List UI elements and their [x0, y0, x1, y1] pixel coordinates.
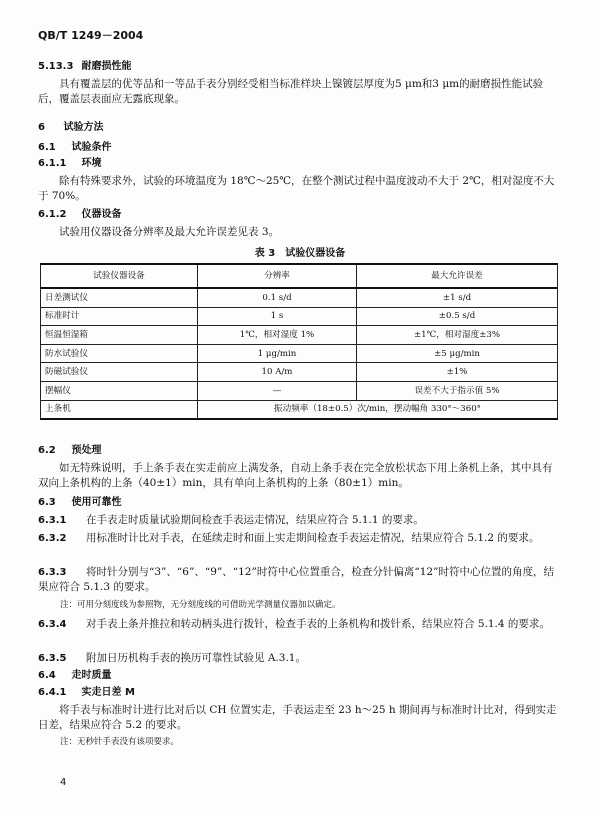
paragraph-6-2: 如无特殊说明，手上条手表在实走前应上满发条，自动上条手表在完全放松状态下用上条机上条，其中具有双向上条机构的上条（40±1）min，具有单向上条机构的上条（80±1）min。 [38, 462, 553, 489]
table-row [41, 344, 558, 363]
section-heading-6-1-2 [38, 208, 121, 222]
section-heading-6-4-1 [38, 686, 135, 700]
paragraph-6-3-2 [38, 531, 558, 546]
table-cell: ±1% [357, 363, 558, 382]
section-title: 预处理 [71, 445, 102, 456]
clause-number: 6.3.1 [38, 515, 67, 526]
section-number: 5.13.3 [38, 61, 74, 72]
paragraph-6-3-1 [38, 513, 558, 528]
table-row [41, 326, 558, 345]
table-cell: ±0.5 s/d [357, 307, 558, 326]
table-row [41, 363, 558, 382]
paragraph-6-4-1: 将手表与标准时计进行比对后以 CH 位置实走，手表运走至 23 h～25 h 期间再与标准时计比对，得到实走日差，结果应符合 5.2 的要求。 [38, 704, 557, 731]
section-heading-6 [38, 121, 103, 135]
section-number: 6.4 [38, 670, 56, 681]
section-heading-6-1 [38, 141, 111, 155]
column-header-max-error: 最大允许误差 [357, 264, 558, 288]
table-row [41, 307, 558, 326]
clause-text: 用标准时计比对手表，在延续走时和面上实走期间检查手表运走情况，结果应符合 5.1.2 的要求。 [86, 532, 540, 544]
instrument-table [40, 263, 558, 420]
table-cell: 标准时计 [41, 307, 198, 326]
section-heading-6-2 [38, 444, 101, 458]
note-6-3-3: 注：可用分刻度线为参照物，无分刻度线的可借助光学测量仪器加以确定。 [60, 600, 341, 610]
section-title: 仪器设备 [81, 209, 122, 220]
column-header-instrument: 试验仪器设备 [41, 264, 198, 288]
paragraph-6-1-1: 除有特殊要求外，试验的环境温度为 18℃～25℃，在整个测试过程中温度波动不大于 2℃，相对湿度不大于 70%。 [38, 175, 555, 202]
table-cell: 防磁试验仪 [41, 363, 198, 382]
paragraph-6-3-4 [38, 617, 558, 632]
section-title: 耐磨损性能 [81, 61, 132, 72]
table-row [41, 400, 558, 419]
section-heading-6-3 [38, 496, 121, 510]
page-number: 4 [60, 777, 67, 788]
table-cell: 1℃，相对湿度 1% [198, 326, 357, 345]
section-number: 6.2 [38, 445, 56, 456]
section-title: 使用可靠性 [71, 497, 122, 508]
table-row [41, 381, 558, 400]
table-cell: 1 μg/min [198, 344, 357, 363]
clause-number: 6.3.2 [38, 533, 67, 544]
section-title: 试验方法 [63, 122, 104, 133]
table-cell: 1 s [198, 307, 357, 326]
paragraph-6-3-5 [38, 651, 558, 666]
section-number: 6.1.2 [38, 209, 67, 220]
section-number: 6.1.1 [38, 158, 67, 169]
standard-number: QB/T 1249－2004 [38, 29, 144, 42]
table-cell: ±1 s/d [357, 288, 558, 307]
section-title: 走时质量 [71, 670, 112, 681]
section-number: 6.3 [38, 497, 56, 508]
table-cell: ±5 μg/min [357, 344, 558, 363]
table-cell: 日差测试仪 [41, 288, 198, 307]
clause-text: 附加日历机构手表的换历可靠性试验见 A.3.1。 [86, 652, 306, 664]
table-row [41, 288, 558, 307]
paragraph-6-1-2: 试验用仪器设备分辨率及最大允许误差见表 3。 [59, 226, 280, 238]
clause-number: 6.3.5 [38, 653, 67, 664]
clause-text: 对手表上条并推拉和转动柄头进行拨针，检查手表的上条机构和拨针系，结果应符合 5.1.4 的要求。 [86, 618, 550, 630]
section-heading-5-13-3 [38, 60, 131, 74]
table-cell: ±1℃，相对湿度±3% [357, 326, 558, 345]
section-number: 6 [38, 122, 45, 133]
table-cell: 上条机 [41, 400, 198, 419]
section-title: 实走日差 M [81, 687, 135, 698]
table-cell: 防水试验仪 [41, 344, 198, 363]
table-cell: 摆幅仪 [41, 381, 198, 400]
table-header-row [41, 264, 558, 288]
column-header-resolution: 分辨率 [198, 264, 357, 288]
table-cell: 恒温恒湿箱 [41, 326, 198, 345]
section-number: 6.4.1 [38, 687, 67, 698]
note-6-4-1: 注：无秒针手表没有该项要求。 [60, 737, 180, 747]
table-cell: 10 A/m [198, 363, 357, 382]
table-cell: — [198, 381, 357, 400]
section-heading-6-4 [38, 669, 111, 683]
table-cell: 振动频率（18±0.5）次/min，摆动幅角 330°～360° [198, 400, 558, 419]
table-title: 表 3 试验仪器设备 [254, 248, 346, 259]
clause-text: 将时针分别与“3”、“6”、“9”、“12”时符中心位置重合，检查分针偏离“12”时符中心位置的角度，结果应符合 5.1.3 的要求。 [38, 566, 554, 593]
paragraph-6-3-3 [38, 565, 558, 595]
section-heading-6-1-1 [38, 157, 101, 171]
section-title: 试验条件 [71, 142, 112, 153]
table-cell: 0.1 s/d [198, 288, 357, 307]
paragraph-5-13-3: 具有覆盖层的优等品和一等品手表分别经受相当标准样块上镍镀层厚度为5 μm和3 μm的耐磨损性能试验后，覆盖层表面应无露底现象。 [38, 78, 544, 105]
section-title: 环境 [81, 158, 102, 169]
section-number: 6.1 [38, 142, 56, 153]
table-cell: 误差不大于指示值 5% [357, 381, 558, 400]
clause-text: 在手表走时质量试验期间检查手表运走情况，结果应符合 5.1.1 的要求。 [86, 514, 424, 526]
clause-number: 6.3.4 [38, 619, 67, 630]
clause-number: 6.3.3 [38, 567, 67, 578]
